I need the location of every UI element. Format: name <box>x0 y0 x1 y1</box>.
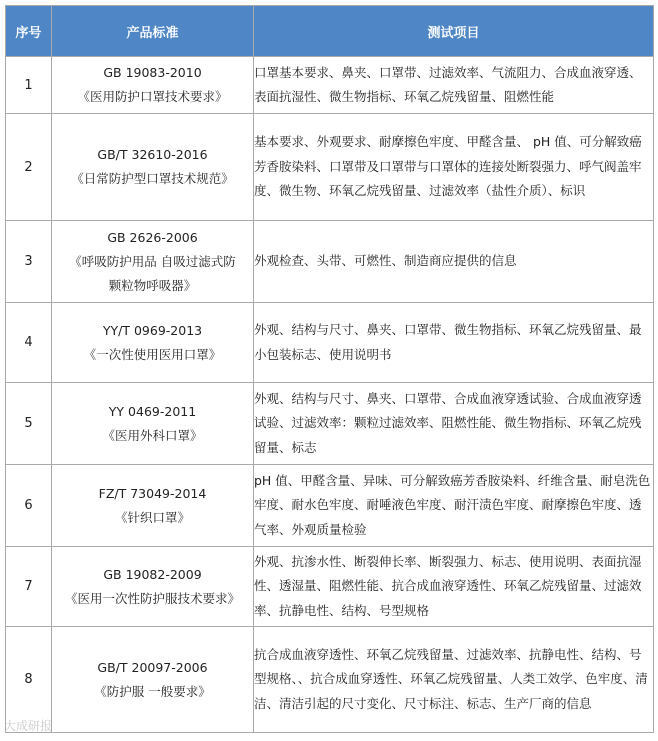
standard-code: GB 19083-2010 <box>103 65 202 80</box>
table-row <box>6 303 654 383</box>
table-row <box>6 57 654 114</box>
row-number: 8 <box>6 627 52 733</box>
test-items: 外观、结构与尺寸、鼻夹、口罩带、微生物指标、环氧乙烷残留量、最小包装标志、使用说明书 <box>254 303 654 383</box>
row-number: 5 <box>6 383 52 465</box>
header-row <box>6 6 654 57</box>
watermark: 大成研报 <box>4 719 53 733</box>
row-number: 1 <box>6 57 52 114</box>
standard-name: 《医用外科口罩》 <box>102 427 203 443</box>
standard-cell <box>52 547 254 627</box>
table-row <box>6 114 654 221</box>
standard-name: 《医用防护口罩技术要求》 <box>77 89 228 104</box>
standard-cell <box>52 114 254 221</box>
row-number: 2 <box>6 114 52 221</box>
table-row <box>6 627 654 733</box>
standard-name: 《防护服 一般要求》 <box>94 683 211 699</box>
test-items: 基本要求、外观要求、耐摩擦色牢度、甲醛含量、 pH 值、可分解致癌芳香胺染料、口罩带及口罩带与口罩体的连接处断裂强力、呼气阀盖牢度、微生物、环氧乙烷残留量、过滤效率（盐性介质）、标识 <box>254 114 654 221</box>
standard-name: 《一次性使用医用口罩》 <box>83 346 222 362</box>
standard-code: GB/T 20097-2006 <box>97 659 208 675</box>
standard-name-cont: 颗粒物呼吸器》 <box>108 277 197 293</box>
standard-cell <box>52 57 254 114</box>
standard-code: GB/T 32610-2016 <box>97 147 208 162</box>
standard-cell <box>52 221 254 303</box>
row-number: 6 <box>6 465 52 547</box>
standard-code: FZ/T 73049-2014 <box>98 485 207 501</box>
row-number: 3 <box>6 221 52 303</box>
test-items: 抗合成血液穿透性、环氧乙烷残留量、过滤效率、抗静电性、结构、号型规格、、抗合成血穿透性、环氧乙烷残留量、人类工效学、色牢度、清洁、清洁引起的尺寸变化、尺寸标注、标志、生产厂商的信息 <box>254 627 654 733</box>
test-items: 外观、抗渗水性、断裂伸长率、断裂强力、标志、使用说明、表面抗湿性、透湿量、阻燃性能、抗合成血液穿透性、环氧乙烷残留量、过滤效率、抗静电性、结构、号型规格 <box>254 547 654 627</box>
standard-code: YY/T 0969-2013 <box>102 322 203 338</box>
standard-cell <box>52 627 254 733</box>
table-row <box>6 383 654 465</box>
standard-name: 《日常防护型口罩技术规范》 <box>71 171 234 186</box>
standard-cell <box>52 465 254 547</box>
standard-code: YY 0469-2011 <box>108 403 197 419</box>
standard-cell <box>52 383 254 465</box>
header-standard: 产品标准 <box>52 6 254 57</box>
table-row <box>6 465 654 547</box>
test-items: 外观检查、头带、可燃性、制造商应提供的信息 <box>254 221 654 303</box>
test-items: 口罩基本要求、鼻夹、口罩带、过滤效率、气流阻力、合成血液穿透、表面抗湿性、微生物指标、环氧乙烷残留量、阻燃性能 <box>254 57 654 114</box>
test-items: pH 值、甲醛含量、异味、可分解致癌芳香胺染料、纤维含量、耐皂洗色牢度、耐水色牢度、耐唾液色牢度、耐汗渍色牢度、耐摩擦色牢度、透气率、外观质量检验 <box>254 465 654 547</box>
standards-table <box>5 5 654 733</box>
row-number: 4 <box>6 303 52 383</box>
header-items: 测试项目 <box>254 6 654 57</box>
test-items: 外观、结构与尺寸、鼻夹、口罩带、合成血液穿透试验、合成血液穿透试验、过滤效率：颗粒过滤效率、阻燃性能、微生物指标、环氧乙烷残留量、标志 <box>254 383 654 465</box>
table-row <box>6 547 654 627</box>
standard-name: 《医用一次性防护服技术要求》 <box>64 590 240 606</box>
standard-name: 《针织口罩》 <box>114 509 190 525</box>
standard-cell <box>52 303 254 383</box>
table-row <box>6 221 654 303</box>
row-number: 7 <box>6 547 52 627</box>
header-no: 序号 <box>6 6 52 57</box>
standard-name: 《呼吸防护用品 自吸过滤式防 <box>69 253 236 269</box>
standard-code: GB 2626-2006 <box>107 229 198 245</box>
standard-code: GB 19082-2009 <box>103 566 202 582</box>
